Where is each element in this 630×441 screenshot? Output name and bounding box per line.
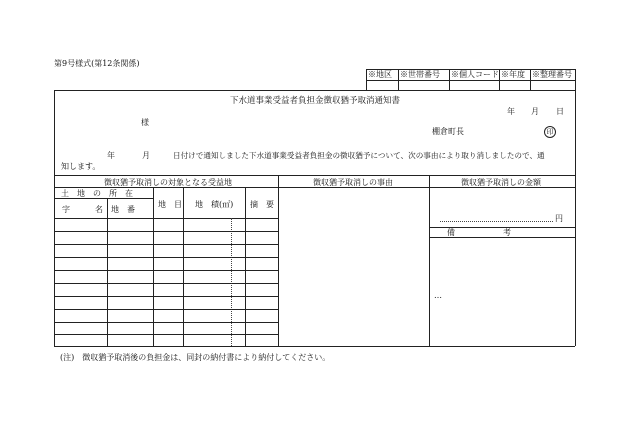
issuer-name: 棚倉町長 xyxy=(432,127,464,136)
header-amount: 徴収猶予取消しの金額 xyxy=(461,178,541,187)
body-month: 月 xyxy=(142,151,150,160)
amount-unit: 円 xyxy=(555,214,563,223)
body-year: 年 xyxy=(107,151,115,160)
date-year: 年 xyxy=(507,107,515,116)
header-code-household: ※世帯番号 xyxy=(400,70,440,79)
column-chimoku: 地 目 xyxy=(158,200,182,209)
form-number: 第9号様式(第12条関係) xyxy=(54,59,140,68)
header-code-area: ※地区 xyxy=(368,70,392,79)
header-reason: 徴収猶予取消しの事由 xyxy=(313,178,393,187)
header-code-year: ※年度 xyxy=(501,70,525,79)
column-chiseki: 地 積(㎡) xyxy=(195,200,234,209)
remarks-header: 備 考 xyxy=(447,228,511,237)
column-location: 土 地 の 所 在 xyxy=(61,189,133,198)
date-month: 月 xyxy=(531,107,539,116)
seal-mark: 印 xyxy=(544,126,556,138)
body-line-2: 知します。 xyxy=(61,162,101,171)
header-code-serial: ※整理番号 xyxy=(532,70,572,79)
column-chiban: 名 地 番 xyxy=(95,205,135,214)
header-code-personal: ※個人コード xyxy=(451,70,499,79)
body-line-1: 日付けで通知しました下水道事業受益者負担金の徴収猶予について、次の事由により取り消しましたので、通 xyxy=(173,151,545,160)
document-title: 下水道事業受益者負担金徴収猶予取消通知書 xyxy=(229,96,400,106)
footnote: (注) 徴収猶予取消後の負担金は、同封の納付書により納付してください。 xyxy=(60,353,331,362)
remarks-ellipsis: … xyxy=(434,291,442,300)
header-target-land: 徴収猶予取消しの対象となる受益地 xyxy=(104,178,232,187)
addressee-suffix: 様 xyxy=(141,118,149,127)
column-aza: 字 xyxy=(62,205,70,214)
column-tekiyo: 摘 要 xyxy=(250,200,274,209)
date-day: 日 xyxy=(556,107,564,116)
